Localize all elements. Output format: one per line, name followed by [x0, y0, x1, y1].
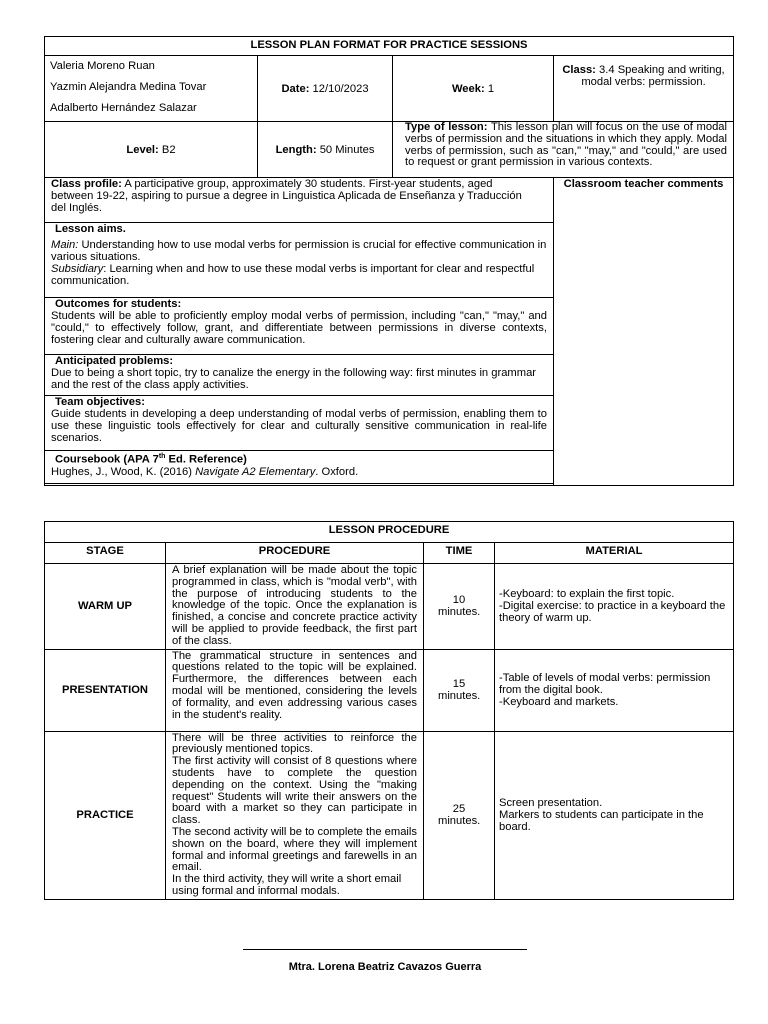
procedure-paragraph: There will be three activities to reinforce the previously mentioned topics.	[172, 731, 417, 756]
outcomes-cell	[45, 298, 554, 355]
authors-cell	[45, 56, 258, 122]
material-cell	[495, 731, 734, 899]
comments-label: Classroom teacher comments	[563, 178, 724, 190]
lesson-plan-table	[44, 36, 734, 486]
material-item: -Table of levels of modal verbs: permission from the digital book.	[499, 672, 711, 697]
length-value: 50 Minutes	[319, 143, 375, 156]
table-row	[45, 649, 734, 731]
table-row	[45, 564, 734, 650]
material-item: Markers to students can participate in the board.	[499, 809, 704, 834]
coursebook-title	[51, 451, 547, 466]
material-item: Screen presentation.	[499, 797, 603, 810]
coursebook-label-end: Ed. Reference)	[165, 453, 247, 466]
main-label: Main:	[51, 239, 79, 251]
procedure-paragraph: The second activity will be to complete the emails shown on the board, where they will implement formal and informal greetings and farewells in an email.	[172, 825, 417, 874]
material-item: -Digital exercise: to practice in a keyboard the theory of warm up.	[499, 600, 726, 625]
class-value: 3.4 Speaking and writing, modal verbs: permission.	[581, 64, 725, 88]
class-profile-cell	[45, 178, 554, 223]
date-label: Date:	[281, 82, 310, 95]
material-cell	[495, 649, 734, 731]
procedure-cell	[166, 731, 424, 899]
lesson-plan-title: LESSON PLAN FORMAT FOR PRACTICE SESSIONS	[45, 37, 734, 56]
spacer-row	[45, 484, 554, 486]
stage-cell: WARM UP	[45, 564, 166, 650]
problems-value: Due to being a short topic, try to canalize the energy in the following way: first minutes in grammar and the rest of the class apply activities.	[51, 367, 537, 391]
author-name: Valeria Moreno Ruan	[50, 60, 155, 72]
type-label: Type of lesson:	[405, 121, 488, 133]
author-name: Adalberto Hernández Salazar	[50, 102, 197, 114]
header-material: MATERIAL	[495, 543, 734, 564]
header-procedure: PROCEDURE	[166, 543, 424, 564]
table-row	[45, 731, 734, 899]
header-stage: STAGE	[45, 543, 166, 564]
aims-title: Lesson aims.	[55, 223, 126, 235]
coursebook-ref-title: Navigate A2 Elementary	[195, 465, 316, 478]
subsidiary-label: Subsidiary	[51, 263, 104, 275]
stage-cell: PRACTICE	[45, 731, 166, 899]
date-cell	[258, 56, 393, 122]
coursebook-ref: Hughes, J., Wood, K. (2016)	[51, 465, 196, 478]
time-cell: 10 minutes.	[424, 564, 495, 650]
lesson-aims-cell	[45, 223, 554, 298]
length-cell	[258, 122, 393, 178]
procedure-cell: A brief explanation will be made about the topic programmed in class, which is "modal verb", with the purpose of introducing students to the knowledge of the topic. Once the explanation is finished, a concise and concrete practice activity will be applied to provide feedback, the first part of the class.	[166, 564, 424, 650]
material-item: -Keyboard: to explain the first topic.	[499, 588, 675, 601]
level-cell	[45, 122, 258, 178]
anticipated-problems-cell	[45, 355, 554, 396]
week-cell	[393, 56, 554, 122]
procedure-cell: The grammatical structure in sentences and questions related to the topic will be explained. Furthermore, the differences between each modal will be mentioned, considering the levels of formality, and even addressing various cases in the student's reality.	[166, 649, 424, 731]
main-aim	[51, 239, 547, 263]
signature-name: Mtra. Lorena Beatriz Cavazos Guerra	[288, 961, 482, 973]
profile-value: A participative group, approximately 30 students. First-year students, aged between 19-22, aspiring to pursue a degree in Linguistica Aplicada de Enseñanza y Traducción del Inglés.	[51, 178, 522, 214]
classroom-teacher-comments	[554, 178, 734, 486]
week-value: 1	[487, 82, 495, 95]
signature-line	[243, 949, 527, 950]
type-of-lesson-cell	[393, 122, 734, 178]
stage-cell: PRESENTATION	[45, 649, 166, 731]
material-cell	[495, 564, 734, 650]
class-label: Class:	[562, 64, 596, 76]
main-value: Understanding how to use modal verbs for permission is crucial for effective communication in various situations.	[51, 239, 547, 263]
week-label: Week:	[451, 82, 485, 95]
subsidiary-value: : Learning when and how to use these modal verbs is important for clear and respectful communication.	[51, 263, 535, 287]
lesson-procedure-table	[44, 521, 734, 900]
author-name: Yazmin Alejandra Medina Tovar	[50, 81, 207, 93]
procedure-title: LESSON PROCEDURE	[45, 522, 734, 543]
level-label: Level:	[126, 143, 159, 156]
length-label: Length:	[275, 143, 317, 156]
procedure-paragraph: In the third activity, they will write a short email using formal and informal modals.	[172, 873, 402, 897]
material-item: -Keyboard and markets.	[499, 696, 619, 709]
team-objectives-cell	[45, 396, 554, 451]
coursebook-ref-end: . Oxford.	[315, 465, 359, 478]
team-value: Guide students in developing a deep understanding of modal verbs of permission, enabling them to use these linguistic tools effectively for clear and culturally sensitive communication in real-life scenarios.	[51, 408, 547, 444]
subsidiary-aim	[51, 263, 547, 287]
problems-title: Anticipated problems:	[55, 355, 174, 367]
level-value: B2	[161, 143, 176, 156]
type-value: This lesson plan will focus on the use of modal verbs of permission and the situations in which they apply. Modal verbs of permission, such as "can," "may," and "could," are used to request or grant permission in various contexts.	[405, 121, 728, 169]
coursebook-cell	[45, 451, 554, 484]
coursebook-sup: th	[158, 453, 166, 460]
procedure-paragraph: The first activity will consist of 8 questions where students have to complete the question depending on the context. Using the "making request" Students will write their answers on the board with a market so they can participate in class.	[172, 755, 417, 827]
time-cell: 15 minutes.	[424, 649, 495, 731]
team-title: Team objectives:	[55, 396, 145, 408]
class-cell	[554, 56, 734, 122]
date-value: 12/10/2023	[312, 82, 369, 95]
coursebook-label: Coursebook (APA 7	[55, 453, 159, 466]
profile-label: Class profile:	[51, 178, 122, 190]
header-time: TIME	[424, 543, 495, 564]
outcomes-value: Students will be able to proficiently employ modal verbs of permission, including "can," "may," and "could," to effectively follow, grant, and differentiate between permissions in diverse contexts, fostering clear and culturally aware communication.	[51, 310, 547, 346]
time-cell: 25 minutes.	[424, 731, 495, 899]
outcomes-title: Outcomes for students:	[55, 298, 182, 310]
